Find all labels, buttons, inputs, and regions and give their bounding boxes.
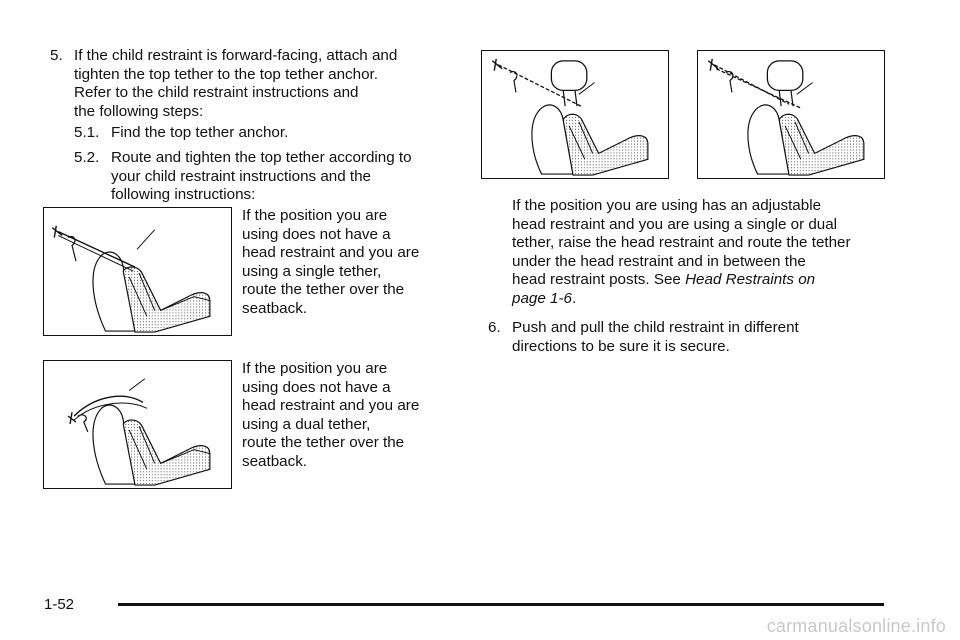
dual-tether-illustration [43, 360, 232, 489]
adjustable-line: head restraint and you are using a single or dual [512, 215, 838, 233]
adjustable-line: If the position you are using has an adjustable [512, 197, 822, 214]
adjustable-ref-suffix: . [571, 289, 577, 307]
dual-tether-line: using a dual tether, [242, 415, 371, 433]
page-reference-link[interactable]: page 1-6 [512, 289, 572, 307]
dual-tether-drawing [44, 361, 231, 488]
step-5-2-line: your child restraint instructions and the [111, 167, 372, 185]
single-tether-illustration [43, 207, 232, 336]
head-restraint-dual-drawing [698, 51, 884, 178]
page-number: 1-52 [44, 596, 75, 613]
step-5-line: If the child restraint is forward-facing, attach and [74, 47, 398, 64]
head-restraint-dual-illustration [697, 50, 885, 179]
step-5-1-text: Find the top tether anchor. [111, 124, 289, 141]
step-5 [50, 47, 450, 121]
single-tether-text [242, 207, 460, 319]
step-6 [488, 319, 908, 356]
adjustable-line-ref [512, 290, 912, 309]
step-5-line: the following steps: [74, 102, 204, 120]
head-restraint-single-illustration [481, 50, 669, 179]
step-5-line: tighten the top tether to the top tether anchor. [74, 65, 378, 83]
footer-rule [118, 603, 884, 606]
dual-tether-line: route the tether over the [242, 434, 405, 452]
step-5-2-line: Route and tighten the top tether according to [111, 149, 412, 166]
step-5-2-line: following instructions: [111, 186, 256, 204]
single-tether-line: seatback. [242, 299, 308, 317]
step-5-1-number: 5.1. [74, 124, 100, 141]
adjustable-line: tether, raise the head restraint and route the tether [512, 234, 851, 252]
adjustable-line-last [512, 271, 912, 290]
adjustable-restraint-text [512, 197, 912, 309]
step-5-2 [74, 149, 464, 205]
step-5-2-number: 5.2. [74, 149, 100, 166]
single-tether-line: head restraint and you are [242, 244, 420, 262]
step-5-number: 5. [50, 47, 63, 64]
adjustable-line: under the head restraint and in between the [512, 252, 806, 270]
head-restraints-reference-link[interactable]: Head Restraints on [685, 271, 816, 289]
watermark: carmanualsonline.info [766, 616, 946, 636]
adjustable-last-prefix: head restraint posts. See [512, 271, 686, 289]
dual-tether-line: seatback. [242, 452, 308, 470]
step-5-line: Refer to the child restraint instructions and [74, 84, 359, 102]
step-6-line: directions to be sure it is secure. [512, 337, 730, 355]
step-6-number: 6. [488, 319, 501, 336]
dual-tether-line: using does not have a [242, 378, 391, 396]
dual-tether-text [242, 360, 460, 472]
single-tether-line: route the tether over the [242, 281, 405, 299]
single-tether-line: using a single tether, [242, 262, 382, 280]
step-6-line: Push and pull the child restraint in different [512, 319, 799, 336]
dual-tether-line: If the position you are [242, 360, 388, 377]
single-tether-drawing [44, 208, 231, 335]
single-tether-line: If the position you are [242, 207, 388, 224]
step-5-1 [74, 124, 454, 143]
head-restraint-single-drawing [482, 51, 668, 178]
dual-tether-line: head restraint and you are [242, 397, 420, 415]
single-tether-line: using does not have a [242, 225, 391, 243]
